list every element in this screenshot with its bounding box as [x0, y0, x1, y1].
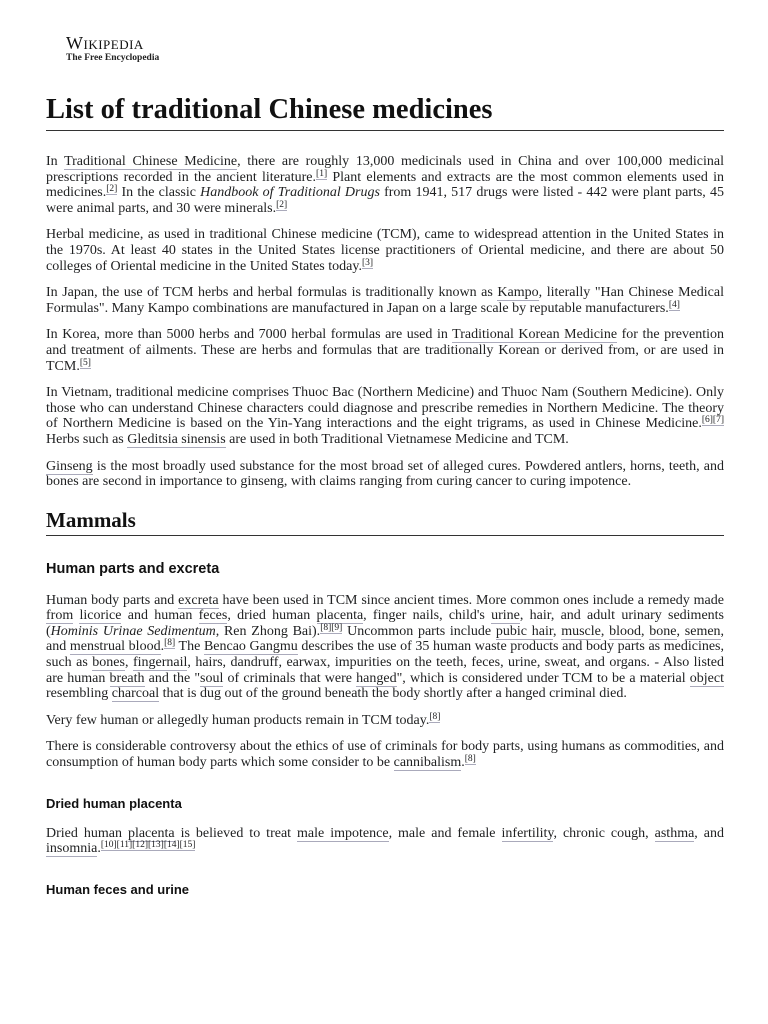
text: Uncommon parts include: [342, 623, 496, 639]
article-link[interactable]: fingernail: [132, 655, 188, 671]
subsection-heading: Dried human placenta: [46, 795, 182, 811]
citation-link[interactable]: [8]: [164, 638, 176, 649]
paragraph: [46, 154, 724, 216]
citation-link[interactable]: [8]: [464, 754, 476, 765]
text: ,: [552, 623, 562, 639]
article-link[interactable]: charcoal: [111, 686, 160, 702]
citation-link[interactable]: [3]: [361, 257, 374, 268]
text: for the prevention and treatment of ailments. These are herbs and formulas that are traditionally Korean or derived from, or are used in TCM.: [46, 327, 724, 374]
text: The: [175, 639, 204, 655]
article-link[interactable]: asthma: [654, 825, 695, 841]
text: are used in both Traditional Vietnamese Medicine and TCM.: [225, 431, 569, 447]
text: and human: [121, 608, 199, 624]
article-link[interactable]: menstrual blood: [69, 639, 161, 655]
paragraph: [46, 739, 724, 770]
text: , finger nails, child's: [363, 608, 492, 624]
text: , chronic cough,: [553, 825, 655, 841]
text: .: [160, 639, 165, 655]
article-link[interactable]: placenta: [127, 825, 175, 841]
paragraph: [46, 713, 724, 729]
paragraph: [46, 227, 724, 274]
section-heading: Mammals: [46, 506, 724, 536]
article-link[interactable]: muscle: [561, 623, 601, 639]
text: ,: [641, 623, 650, 639]
citation-link[interactable]: [7]: [712, 415, 724, 426]
text: In the classic: [117, 185, 201, 201]
article-link[interactable]: excreta: [178, 592, 219, 608]
citation-link[interactable]: [5]: [79, 357, 91, 368]
citation-link[interactable]: [11]: [116, 840, 133, 851]
paragraph: [46, 285, 724, 316]
article-link[interactable]: infertility: [501, 825, 554, 841]
article-link[interactable]: placenta: [316, 608, 364, 624]
text: Plant elements and extracts are the most common elements used in medicines.: [46, 169, 724, 201]
text: In Vietnam, traditional medicine comprises Thuoc Bac (Northern Medicine) and Thuoc Nam (Southern Medicine). Only those who can understand Chinese characters could diagnose and prescribe remedies in Northern Medicine. The theory of Northern Medicine is based on the Yin-Yang interactions and the eight trigrams, as used in Chinese Medicine.: [46, 385, 724, 432]
text: , Ren Zhong Bai).: [215, 623, 321, 639]
text: , hairs, dandruff, earwax, impurities on the teeth, feces, urine, sweat, and organs. - Also listed are human: [46, 655, 725, 686]
text: have been used in TCM since ancient times. More common ones include a remedy made: [218, 592, 724, 608]
article-link[interactable]: male impotence: [297, 825, 389, 841]
wikipedia-logo[interactable]: [66, 34, 159, 64]
citation-link[interactable]: [15]: [179, 840, 196, 851]
article-link[interactable]: blood: [609, 623, 642, 639]
text: , male and female: [388, 825, 502, 841]
logo-wordmark: Wikipedia: [66, 33, 144, 53]
citation-link[interactable]: [6]: [701, 415, 713, 426]
paragraph: [46, 327, 724, 374]
text: is the most broadly used substance for the most broad set of alleged cures. Powdered antlers, horns, teeth, and bones are second in importance to ginseng, with claims ranging from curing cancer to curing impotence.: [46, 458, 724, 490]
citation-link[interactable]: [2]: [276, 199, 288, 210]
citation-link[interactable]: [12]: [132, 840, 148, 851]
citation-link[interactable]: [4]: [668, 299, 680, 310]
text: is believed to treat: [174, 825, 298, 841]
article-link[interactable]: feces: [198, 608, 228, 624]
article-link[interactable]: licorice: [79, 608, 122, 624]
text: ,: [124, 655, 133, 671]
article-link[interactable]: bones: [92, 655, 125, 671]
article-link[interactable]: insomnia: [46, 841, 98, 857]
article-link[interactable]: Gleditsia sinensis: [127, 431, 226, 447]
text: Herbs such as: [46, 431, 128, 447]
text: .: [461, 755, 465, 771]
article-link[interactable]: Ginseng: [46, 458, 93, 474]
article-link[interactable]: Traditional Korean Medicine: [452, 327, 618, 343]
article-link[interactable]: Bencao Gangmu: [203, 639, 298, 655]
article-link[interactable]: cannibalism: [393, 755, 462, 771]
text: from 1941, 517 drugs were listed - 442 were plant parts, 45 were animal parts, and 30 were minerals.: [46, 185, 724, 216]
page-title: List of traditional Chinese medicines: [46, 92, 724, 131]
italic-text: Handbook of Traditional Drugs: [200, 185, 380, 201]
text: , and: [46, 623, 725, 655]
text: , literally "Han Chinese Medical Formulas". Many Kampo combinations are manufactured in Japan on a large scale by reputable manufacturers.: [46, 285, 724, 316]
text: Very few human or allegedly human products remain in TCM today.: [46, 712, 430, 728]
text: ", which is considered under TCM to be a material: [396, 670, 690, 686]
article-link[interactable]: pubic hair: [495, 623, 553, 639]
article-link[interactable]: semen: [684, 623, 721, 639]
article-link[interactable]: bone: [649, 623, 677, 639]
article-link[interactable]: soul: [200, 670, 224, 686]
logo-tagline: The Free Encyclopedia: [66, 53, 160, 63]
italic-text: Hominis Urinae Sedimentum: [50, 623, 216, 639]
article-body: [46, 154, 724, 912]
text: In Korea, more than 5000 herbs and 7000 herbal formulas are used in: [46, 327, 453, 343]
article-link[interactable]: hanged: [356, 670, 397, 686]
text: , there are roughly 13,000 medicinals used in China and over 100,000 medicinal prescriptions recorded in the ancient literature.: [46, 154, 724, 185]
text: that is dug out of the ground beneath the body shortly after a hanged criminal died.: [159, 686, 627, 702]
paragraph: [46, 593, 724, 702]
text: and the ": [144, 670, 201, 686]
citation-link[interactable]: [1]: [316, 168, 328, 179]
subsection-heading: Human parts and excreta: [46, 560, 220, 577]
text: Herbal medicine, as used in traditional Chinese medicine (TCM), came to widespread attention in the United States in the 1970s. At least 40 states in the United States license practitioners of Oriental medicine, and there are about 50 colleges of Oriental medicine in the United States today.: [46, 227, 724, 274]
text: In: [46, 154, 65, 169]
text: .: [97, 841, 101, 857]
article-link[interactable]: object: [689, 670, 724, 686]
text: Human body parts and: [46, 592, 179, 608]
citation-link[interactable]: [8]: [429, 711, 441, 722]
article-link[interactable]: from: [46, 608, 74, 624]
article-link[interactable]: Traditional Chinese Medicine: [64, 154, 238, 169]
subsection-heading: Human feces and urine: [46, 881, 190, 897]
paragraph: [46, 385, 724, 447]
text: There is considerable controversy about the ethics of use of criminals for body parts, using humans as commodities, and consumption of human body parts which some consider to be: [46, 739, 724, 771]
text: In Japan, the use of TCM herbs and herbal formulas is traditionally known as: [46, 285, 498, 301]
article-link[interactable]: breath: [109, 670, 145, 686]
paragraph: [46, 459, 724, 490]
text: , dried human: [227, 608, 317, 624]
citation-link[interactable]: [8]: [320, 622, 332, 633]
citation-link[interactable]: [9]: [331, 622, 343, 633]
text: describes the use of 35 human waste products and body parts as medicines, such as: [46, 639, 724, 671]
text: of criminals that were: [223, 670, 357, 686]
text: resembling: [46, 686, 112, 702]
text: ,: [676, 623, 685, 639]
text: , hair, and adult urinary sediments (: [46, 608, 724, 639]
citation-link[interactable]: [2]: [106, 184, 118, 195]
citation-link[interactable]: [10]: [100, 840, 117, 851]
text: , and: [694, 825, 724, 841]
paragraph: [46, 826, 724, 857]
citation-link[interactable]: [13]: [147, 840, 164, 851]
article-link[interactable]: Kampo: [497, 285, 539, 301]
article-link[interactable]: urine: [491, 608, 520, 624]
text: Dried human: [46, 825, 128, 841]
text: ,: [600, 623, 610, 639]
citation-link[interactable]: [14]: [163, 840, 180, 851]
